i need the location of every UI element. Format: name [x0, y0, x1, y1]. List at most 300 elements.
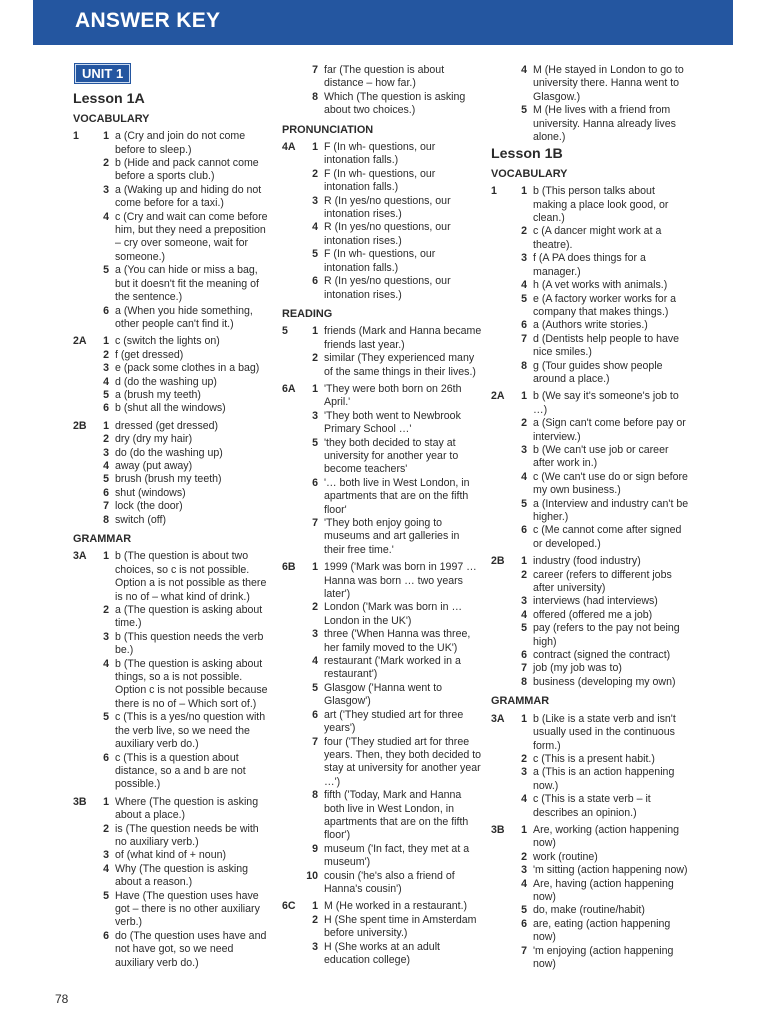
answer-text: interviews (had interviews) [533, 595, 658, 608]
answer-text: lock (the door) [115, 500, 183, 513]
exercise-group [73, 420, 273, 527]
answer-text: Where (The question is asking about a place.) [115, 795, 259, 822]
answer-item [491, 569, 691, 596]
exercise-label: 2B [73, 419, 87, 432]
answer-item [282, 248, 482, 275]
answer-item [282, 870, 482, 897]
answer-text: a (Cry and join do not come before to sleep.) [115, 130, 246, 156]
answer-number: 8 [103, 513, 109, 526]
exercise-label: 2A [491, 390, 505, 403]
answer-text: contract (signed the contract) [533, 649, 671, 662]
answer-item [491, 649, 691, 662]
answer-list [73, 335, 273, 415]
answer-list [282, 383, 482, 557]
answer-text: b (shut all the windows) [115, 402, 226, 415]
answer-text: four ('They studied art for three years. Then, they both decided to stay at university for another year …') [324, 735, 482, 788]
answer-number: 2 [103, 433, 109, 446]
answer-text: g (Tour guides show people around a place.) [533, 359, 663, 385]
answer-number: 1 [521, 823, 527, 836]
answer-text: away (put away) [115, 459, 193, 472]
answer-number: 6 [312, 476, 318, 489]
answer-number: 4 [521, 793, 527, 806]
answer-text: d (Dentists help people to have nice smiles.) [533, 332, 680, 359]
answer-number: 2 [312, 352, 318, 365]
answer-item [282, 941, 482, 968]
answer-item [491, 360, 691, 387]
answer-item [282, 900, 482, 913]
answer-number: 9 [312, 842, 318, 855]
answer-number: 4 [521, 608, 527, 621]
answer-item [73, 930, 273, 970]
exercise-group [282, 141, 482, 302]
answer-item [73, 184, 273, 211]
answer-text: switch (off) [115, 513, 167, 526]
answer-number: 8 [312, 90, 318, 103]
answer-number: 3 [103, 849, 109, 862]
answer-number: 2 [103, 822, 109, 835]
section-heading: VOCABULARY [491, 167, 568, 180]
answer-number: 8 [312, 789, 318, 802]
answer-text: F (In wh- questions, our intonation falls.) [324, 141, 436, 167]
answer-text: fifth ('Today, Mark and Hanna both live in West London, in apartments that are on the fifth floor') [324, 789, 469, 842]
answer-text: shut (windows) [115, 486, 186, 499]
answer-text: London ('Mark was born in … London in the UK') [324, 601, 463, 627]
answer-item [73, 402, 273, 415]
column-2 [282, 64, 482, 971]
answer-item [282, 628, 482, 655]
answer-number: 1 [103, 550, 109, 563]
exercise-label: 2A [73, 335, 87, 348]
answer-item [73, 487, 273, 500]
unit-badge: UNIT 1 [75, 64, 130, 83]
answer-text: are, eating (action happening now) [533, 917, 671, 944]
answer-item [491, 753, 691, 766]
answer-text: a (When you hide something, other people can't find it.) [115, 304, 253, 330]
answer-text: work (routine) [533, 850, 598, 863]
answer-text: c (We can't use do or sign before my own business.) [533, 470, 688, 497]
section-heading: VOCABULARY [73, 112, 150, 125]
answer-number: 4 [521, 279, 527, 292]
answer-item [73, 500, 273, 513]
answer-number: 6 [103, 751, 109, 764]
answer-item [282, 843, 482, 870]
answer-text: dry (dry my hair) [115, 433, 193, 446]
answer-text: three ('When Hanna was three, her family moved to the UK') [324, 628, 471, 654]
answer-text: M (He worked in a restaurant.) [324, 900, 468, 913]
answer-text: c (This is a present habit.) [533, 752, 655, 765]
answer-text: Which (The question is asking about two choices.) [324, 90, 466, 117]
answer-number: 6 [521, 917, 527, 930]
answer-item [73, 823, 273, 850]
answer-number: 7 [521, 662, 527, 675]
answer-number: 3 [521, 595, 527, 608]
answer-text: Why (The question is asking about a reason.) [115, 862, 249, 889]
answer-number: 2 [521, 417, 527, 430]
answer-text: brush (brush my teeth) [115, 473, 222, 486]
answer-text: c (This is a state verb – it describes an opinion.) [533, 793, 651, 819]
answer-number: 5 [103, 388, 109, 401]
answer-list [282, 141, 482, 302]
answer-item [491, 851, 691, 864]
answer-item [73, 631, 273, 658]
answer-list [282, 561, 482, 896]
answer-number: 1 [312, 561, 318, 574]
exercise-label: 2B [491, 555, 505, 568]
answer-item [73, 389, 273, 402]
answer-list [73, 796, 273, 970]
answer-number: 10 [306, 869, 318, 882]
answer-text: similar (They experienced many of the same things in their lives.) [324, 352, 476, 378]
exercise-label: 6B [282, 561, 296, 574]
answer-text: a (Waking up and hiding do not come before for a taxi.) [115, 183, 262, 210]
section-heading: GRAMMAR [491, 695, 550, 708]
answer-item [282, 601, 482, 628]
answer-list [282, 325, 482, 379]
column-1 [73, 64, 273, 974]
exercise-label: 1 [73, 130, 79, 143]
answer-text: c (This is a question about distance, so a and b are not possible.) [115, 751, 246, 791]
answer-number: 1 [521, 185, 527, 198]
answer-number: 7 [312, 517, 318, 529]
answer-text: R (In yes/no questions, our intonation rises.) [324, 275, 451, 301]
answer-text: c (Me cannot come after signed or developed.) [533, 524, 682, 550]
answer-text: restaurant ('Mark worked in a restaurant') [324, 655, 461, 681]
answer-list [73, 130, 273, 331]
answer-number: 4 [521, 877, 527, 890]
answer-number: 2 [521, 752, 527, 765]
answer-text: 'They were both born on 26th April.' [324, 382, 462, 409]
answer-number: 1 [312, 382, 318, 395]
answer-text: a (This is an action happening now.) [533, 766, 675, 792]
answer-text: Glasgow ('Hanna went to Glasgow') [324, 681, 443, 708]
exercise-group [491, 390, 691, 551]
answer-item [491, 333, 691, 360]
answer-number: 1 [521, 390, 527, 403]
exercise-group [491, 64, 691, 144]
answer-item [491, 104, 691, 144]
answer-number: 5 [103, 264, 109, 277]
answer-item [282, 141, 482, 168]
answer-number: 8 [521, 675, 527, 688]
answer-text: '… both live in West London, in apartments that are on the fifth floor' [324, 476, 470, 516]
answer-number: 5 [521, 497, 527, 510]
answer-text: a (brush my teeth) [115, 388, 201, 401]
answer-item [73, 211, 273, 265]
answer-text: do (do the washing up) [115, 446, 223, 459]
page-number: 78 [55, 992, 69, 1006]
answer-text: 'they both decided to stay at university for another year to become teachers' [324, 436, 459, 476]
answer-item [491, 945, 691, 972]
answer-number: 2 [521, 225, 527, 238]
answer-number: 5 [312, 248, 318, 261]
exercise-label: 5 [282, 325, 288, 338]
answer-number: 4 [103, 862, 109, 875]
answer-number: 1 [312, 900, 318, 913]
answer-list [491, 713, 691, 820]
answer-text: R (In yes/no questions, our intonation rises.) [324, 194, 451, 221]
answer-item [73, 473, 273, 486]
exercise-group [491, 824, 691, 971]
answer-number: 2 [521, 568, 527, 581]
answer-number: 7 [521, 944, 527, 957]
answer-text: b (The question is about two choices, so c is not possible. Option a is not possible as there is no of – what kind of drink.) [115, 550, 267, 603]
answer-item [491, 595, 691, 608]
answer-number: 1 [103, 335, 109, 348]
answer-item [282, 517, 482, 557]
answer-list [73, 550, 273, 791]
answer-text: b (This person talks about making a place look good, or clean.) [533, 185, 669, 225]
answer-number: 3 [521, 766, 527, 779]
answer-item [73, 849, 273, 862]
answer-number: 2 [103, 157, 109, 170]
answer-text: dressed (get dressed) [115, 419, 219, 432]
answer-number: 3 [103, 630, 109, 643]
answer-item [73, 157, 273, 184]
answer-item [282, 914, 482, 941]
answer-text: museum ('In fact, they met at a museum') [324, 842, 470, 869]
answer-item [491, 64, 691, 104]
answer-text: is (The question needs be with no auxiliary verb.) [115, 822, 259, 848]
answer-number: 3 [312, 940, 318, 953]
answer-list [73, 420, 273, 527]
exercise-group [73, 335, 273, 415]
answer-text: H (She spent time in Amsterdam before university.) [324, 913, 477, 940]
answer-item [491, 225, 691, 252]
answer-text: of (what kind of + noun) [115, 849, 227, 862]
answer-item [491, 293, 691, 320]
answer-text: c (A dancer might work at a theatre). [533, 225, 662, 251]
answer-item [491, 417, 691, 444]
answer-text: career (refers to different jobs after university) [533, 568, 672, 595]
answer-text: job (my job was to) [533, 662, 622, 675]
answer-text: industry (food industry) [533, 555, 641, 568]
answer-item [282, 91, 482, 118]
answer-text: a (Interview and industry can't be higher.) [533, 497, 689, 523]
answer-list [491, 555, 691, 689]
answer-item [73, 305, 273, 332]
answer-number: 1 [312, 141, 318, 154]
answer-text: 'They both enjoy going to museums and art galleries in their free time.' [324, 517, 460, 556]
answer-item [282, 655, 482, 682]
lesson-heading: Lesson 1B [491, 146, 563, 163]
answer-item [73, 335, 273, 348]
answer-item [73, 604, 273, 631]
exercise-group [282, 64, 482, 118]
answer-item [73, 376, 273, 389]
answer-item [73, 460, 273, 473]
answer-item [491, 878, 691, 905]
answer-item [282, 437, 482, 477]
exercise-label: 6A [282, 382, 296, 395]
answer-text: cousin ('he's also a friend of Hanna's cousin') [324, 869, 455, 895]
answer-text: F (In wh- questions, our intonation falls.) [324, 167, 436, 194]
answer-item [73, 796, 273, 823]
answer-item [73, 550, 273, 604]
answer-text: pay (refers to the pay not being high) [533, 622, 680, 648]
answer-text: friends (Mark and Hanna became friends last year.) [324, 325, 482, 351]
answer-number: 3 [521, 443, 527, 456]
answer-item [491, 524, 691, 551]
answer-item [491, 824, 691, 851]
answer-item [73, 420, 273, 433]
section-heading: PRONUNCIATION [282, 123, 374, 136]
answer-text: offered (offered me a job) [533, 608, 653, 621]
answer-number: 1 [521, 712, 527, 725]
answer-number: 3 [521, 864, 527, 877]
answer-number: 3 [312, 194, 318, 207]
answer-text: R (In yes/no questions, our intonation rises.) [324, 221, 451, 247]
answer-item [491, 622, 691, 649]
answer-text: 'm enjoying (action happening now) [533, 944, 674, 970]
answer-text: b (We can't use job or career after work in.) [533, 443, 669, 470]
exercise-label: 3A [491, 712, 505, 725]
answer-item [73, 711, 273, 751]
answer-number: 5 [521, 292, 527, 305]
answer-number: 1 [521, 555, 527, 568]
answer-text: c (Cry and wait can come before him, but they need a preposition – cry over someone, wait for someone.) [115, 210, 268, 263]
answer-text: h (A vet works with animals.) [533, 279, 668, 292]
answer-text: Are, having (action happening now) [533, 877, 674, 903]
answer-number: 5 [521, 104, 527, 117]
answer-number: 6 [312, 708, 318, 721]
answer-item [73, 447, 273, 460]
answer-number: 1 [103, 419, 109, 432]
answer-number: 1 [312, 325, 318, 338]
answer-item [282, 64, 482, 91]
answer-text: far (The question is about distance – how far.) [324, 64, 445, 90]
answer-item [73, 752, 273, 792]
answer-item [491, 319, 691, 332]
answer-number: 4 [103, 459, 109, 472]
answer-item [282, 561, 482, 601]
answer-text: b (Hide and pack cannot come before a sports club.) [115, 157, 259, 183]
answer-text: 'They both went to Newbrook Primary School …' [324, 409, 461, 436]
answer-item [491, 555, 691, 568]
answer-item [73, 264, 273, 304]
answer-item [282, 195, 482, 222]
answer-number: 4 [312, 655, 318, 668]
exercise-group [491, 555, 691, 689]
answer-list [491, 64, 691, 144]
answer-number: 4 [521, 64, 527, 76]
answer-item [491, 609, 691, 622]
answer-number: 6 [103, 402, 109, 415]
answer-number: 5 [103, 473, 109, 486]
answer-number: 1 [103, 130, 109, 143]
exercise-label: 1 [491, 185, 497, 198]
answer-text: do, make (routine/habit) [533, 904, 645, 917]
answer-item [491, 864, 691, 877]
answer-text: e (pack some clothes in a bag) [115, 362, 260, 375]
answer-number: 3 [521, 252, 527, 265]
answer-text: b (The question is asking about things, so a is not possible. Option c is not possible because there is no of – Which sort of.) [115, 657, 268, 710]
answer-list [491, 390, 691, 551]
answer-text: Have (The question uses have got – there is no other auxiliary verb.) [115, 889, 260, 929]
answer-number: 2 [312, 167, 318, 180]
answer-text: Are, working (action happening now) [533, 823, 680, 850]
answer-text: M (He stayed in London to go to university there. Hanna went to Glasgow.) [533, 64, 684, 103]
answer-number: 5 [521, 904, 527, 917]
section-heading: READING [282, 307, 333, 320]
answer-number: 8 [521, 359, 527, 372]
answer-item [282, 383, 482, 410]
answer-item [73, 514, 273, 527]
answer-text: H (She works at an adult education college) [324, 940, 440, 966]
answer-item [282, 410, 482, 437]
answer-item [73, 349, 273, 362]
answer-item [282, 275, 482, 302]
exercise-label: 3B [73, 795, 87, 808]
exercise-label: 3A [73, 550, 87, 563]
answer-item [491, 185, 691, 225]
answer-text: art ('They studied art for three years') [324, 708, 464, 735]
answer-item [491, 713, 691, 753]
answer-item [73, 863, 273, 890]
answer-text: c (This is a yes/no question with the verb live, so we need the auxiliary verb do.) [115, 711, 266, 751]
answer-item [491, 498, 691, 525]
exercise-label: 6C [282, 900, 296, 913]
answer-item [73, 433, 273, 446]
answer-text: F (In wh- questions, our intonation falls.) [324, 248, 436, 274]
answer-number: 5 [521, 622, 527, 635]
answer-number: 7 [312, 64, 318, 76]
answer-number: 6 [521, 524, 527, 537]
answer-text: e (A factory worker works for a company that makes things.) [533, 292, 677, 318]
answer-number: 2 [103, 604, 109, 617]
answer-number: 1 [103, 795, 109, 808]
answer-item [491, 471, 691, 498]
answer-item [282, 168, 482, 195]
answer-number: 4 [521, 470, 527, 483]
answer-number: 4 [103, 657, 109, 670]
answer-list [282, 900, 482, 967]
answer-item [491, 279, 691, 292]
answer-item [282, 682, 482, 709]
exercise-group [282, 383, 482, 557]
answer-number: 2 [521, 850, 527, 863]
answer-text: c (switch the lights on) [115, 335, 220, 348]
column-3 [491, 64, 691, 975]
answer-number: 5 [312, 681, 318, 694]
exercise-group [73, 130, 273, 331]
answer-text: b (Like is a state verb and isn't usually used in the continuous form.) [533, 712, 676, 752]
exercise-group [491, 713, 691, 820]
answer-item [73, 362, 273, 375]
answer-number: 5 [103, 889, 109, 902]
exercise-group [282, 561, 482, 896]
answer-text: do (The question uses have and not have got, so we need auxiliary verb do.) [115, 929, 267, 969]
answer-number: 3 [103, 446, 109, 459]
section-heading: GRAMMAR [73, 533, 132, 545]
answer-text: f (A PA does things for a manager.) [533, 252, 646, 278]
answer-number: 6 [103, 929, 109, 942]
answer-list [491, 824, 691, 971]
answer-number: 6 [521, 319, 527, 332]
answer-item [491, 662, 691, 675]
answer-item [73, 130, 273, 157]
answer-number: 6 [103, 486, 109, 499]
answer-number: 4 [312, 221, 318, 234]
answer-text: 'm sitting (action happening now) [533, 864, 688, 877]
exercise-group [73, 796, 273, 970]
answer-item [491, 444, 691, 471]
answer-text: 1999 ('Mark was born in 1997 … Hanna was born … two years later') [324, 561, 477, 601]
answer-number: 5 [312, 436, 318, 449]
answer-number: 3 [103, 183, 109, 196]
answer-text: d (do the washing up) [115, 375, 217, 388]
answer-item [282, 789, 482, 843]
exercise-group [282, 325, 482, 379]
